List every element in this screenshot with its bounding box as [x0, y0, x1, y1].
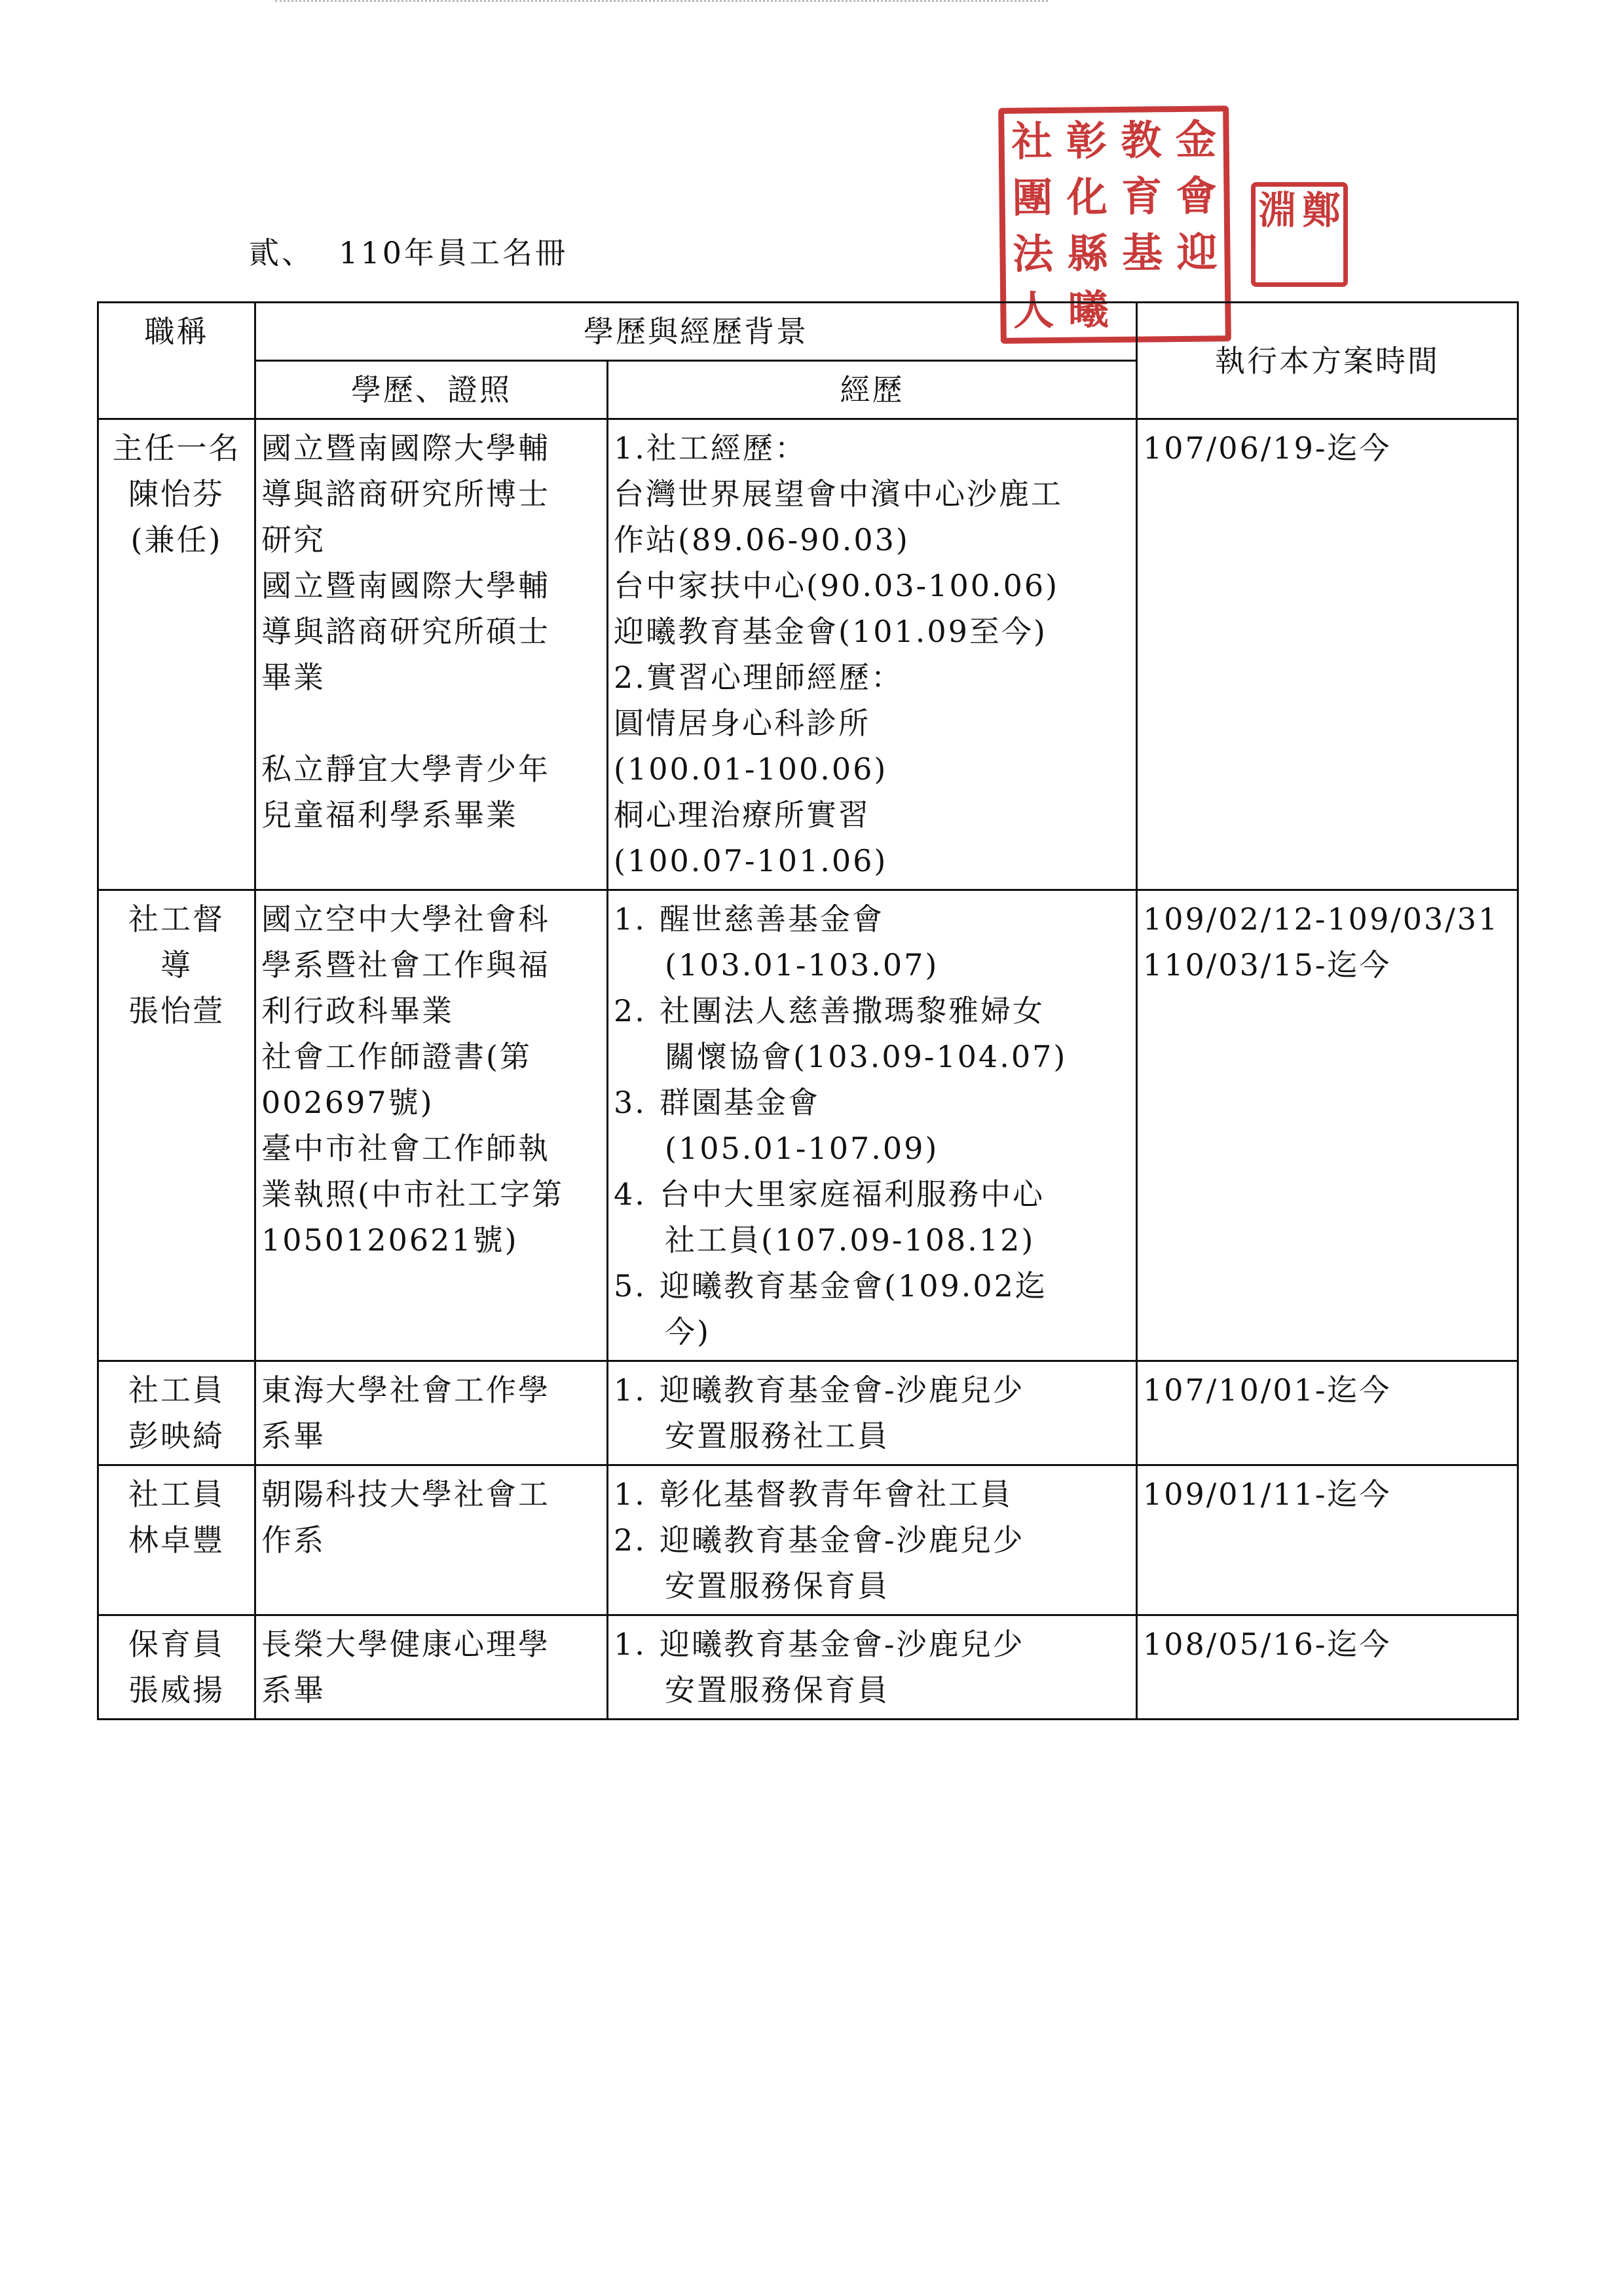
- list-item: 1. 醒世慈善基金會 (103.01-103.07): [614, 901, 939, 983]
- seal-glyph: 金: [1175, 115, 1217, 164]
- staff-period: 107/10/01-迄今: [1137, 1361, 1518, 1465]
- seal-glyph: 社: [1011, 117, 1053, 166]
- staff-title: 主任一名 陳怡芬 (兼任): [98, 419, 255, 890]
- seal-glyph: 縣: [1067, 229, 1109, 278]
- list-item: 2. 迎曦教育基金會-沙鹿兒少 安置服務保育員: [614, 1522, 1025, 1604]
- list-item: 1. 彰化基督教青年會社工員: [614, 1477, 1013, 1512]
- staff-period: 108/05/16-迄今: [1137, 1615, 1518, 1720]
- seal-glyph: 鄭: [1302, 188, 1341, 233]
- table-row: [98, 419, 1518, 890]
- header-education: 學歷、證照: [255, 361, 608, 419]
- seal-glyph: 曦: [1068, 286, 1109, 334]
- scan-edge-marks: [275, 0, 1048, 7]
- seal-glyph: 基: [1121, 229, 1163, 277]
- staff-period: 109/01/11-迄今: [1137, 1465, 1518, 1615]
- staff-title: 社工督 導 張怡萱: [98, 890, 255, 1361]
- list-item: 2. 社團法人慈善撒瑪黎雅婦女 關懷協會(103.09-104.07): [614, 993, 1068, 1074]
- staff-education: 朝陽科技大學社會工 作系: [255, 1465, 608, 1615]
- staff-title: 社工員 林卓豐: [98, 1465, 255, 1615]
- table-row: [98, 1465, 1518, 1615]
- header-title: 職稱: [98, 303, 255, 419]
- staff-experience: 1.社工經歷： 台灣世界展望會中濱中心沙鹿工 作站(89.06-90.03) 台中家扶中心(90.03-100.06) 迎曦教育基金會(101.09至今) 2.實習心理師經歷： 圓情居身心科診所 (100.01-100.06) 桐心理治療所實習 (100.07-101.06): [608, 419, 1137, 890]
- seal-glyph: 化: [1066, 173, 1108, 221]
- staff-title: 社工員 彭映綺: [98, 1361, 255, 1465]
- seal-glyph: 團: [1011, 173, 1053, 222]
- staff-experience: [608, 890, 1137, 1361]
- staff-education: 長榮大學健康心理學 系畢: [255, 1615, 608, 1720]
- list-item: 3. 群園基金會 (105.01-107.09): [614, 1085, 939, 1166]
- seal-glyph: [1299, 235, 1343, 282]
- staff-experience: [608, 1361, 1137, 1465]
- list-item: 5. 迎曦教育基金會(109.02迄 今): [614, 1268, 1047, 1349]
- seal-glyph: 法: [1012, 229, 1054, 278]
- header-background: 學歷與經歷背景: [255, 303, 1137, 361]
- staff-period: 107/06/19-迄今: [1137, 419, 1518, 890]
- seal-glyph: 育: [1121, 172, 1163, 221]
- period-line: 110/03/15-迄今: [1143, 947, 1392, 983]
- staff-education: 國立空中大學社會科 學系暨社會工作與福 利行政科畢業 社會工作師證書(第 002697號) 臺中市社會工作師執 業執照(中市社工字第 1050120621號): [255, 890, 608, 1361]
- seal-glyph: 教: [1121, 116, 1162, 164]
- staff-experience: [608, 1465, 1137, 1615]
- staff-experience: [608, 1615, 1137, 1720]
- seal-glyph: [1256, 235, 1299, 282]
- staff-period: [1137, 890, 1518, 1361]
- list-item: 4. 台中大里家庭福利服務中心 社工員(107.09-108.12): [614, 1176, 1045, 1258]
- page-title: 貳、 110年員工名冊: [249, 235, 568, 271]
- table-row: [98, 890, 1518, 1361]
- staff-title: 保育員 張威揚: [98, 1615, 255, 1720]
- seal-glyph: 淵: [1258, 188, 1297, 233]
- table-row: [98, 1615, 1518, 1720]
- staff-education: 東海大學社會工作學 系畢: [255, 1361, 608, 1465]
- seal-glyph: 會: [1176, 172, 1218, 221]
- representative-seal: [1251, 182, 1348, 287]
- seal-glyph: 人: [1013, 286, 1054, 335]
- list-item: 1. 迎曦教育基金會-沙鹿兒少 安置服務社工員: [614, 1372, 1025, 1454]
- staff-education: 國立暨南國際大學輔 導與諮商研究所博士 研究 國立暨南國際大學輔 導與諮商研究所碩士 畢業 私立靜宜大學青少年 兒童福利學系畢業: [255, 419, 608, 890]
- table-row: [98, 1361, 1518, 1465]
- seal-glyph: 迎: [1176, 228, 1218, 277]
- staff-roster-table: [97, 301, 1519, 1720]
- header-period: 執行本方案時間: [1137, 303, 1518, 419]
- period-line: 109/02/12-109/03/31: [1143, 901, 1500, 937]
- list-item: 1. 迎曦教育基金會-沙鹿兒少 安置服務保育員: [614, 1627, 1025, 1708]
- header-experience: 經歷: [608, 361, 1137, 419]
- seal-glyph: 彰: [1066, 117, 1108, 165]
